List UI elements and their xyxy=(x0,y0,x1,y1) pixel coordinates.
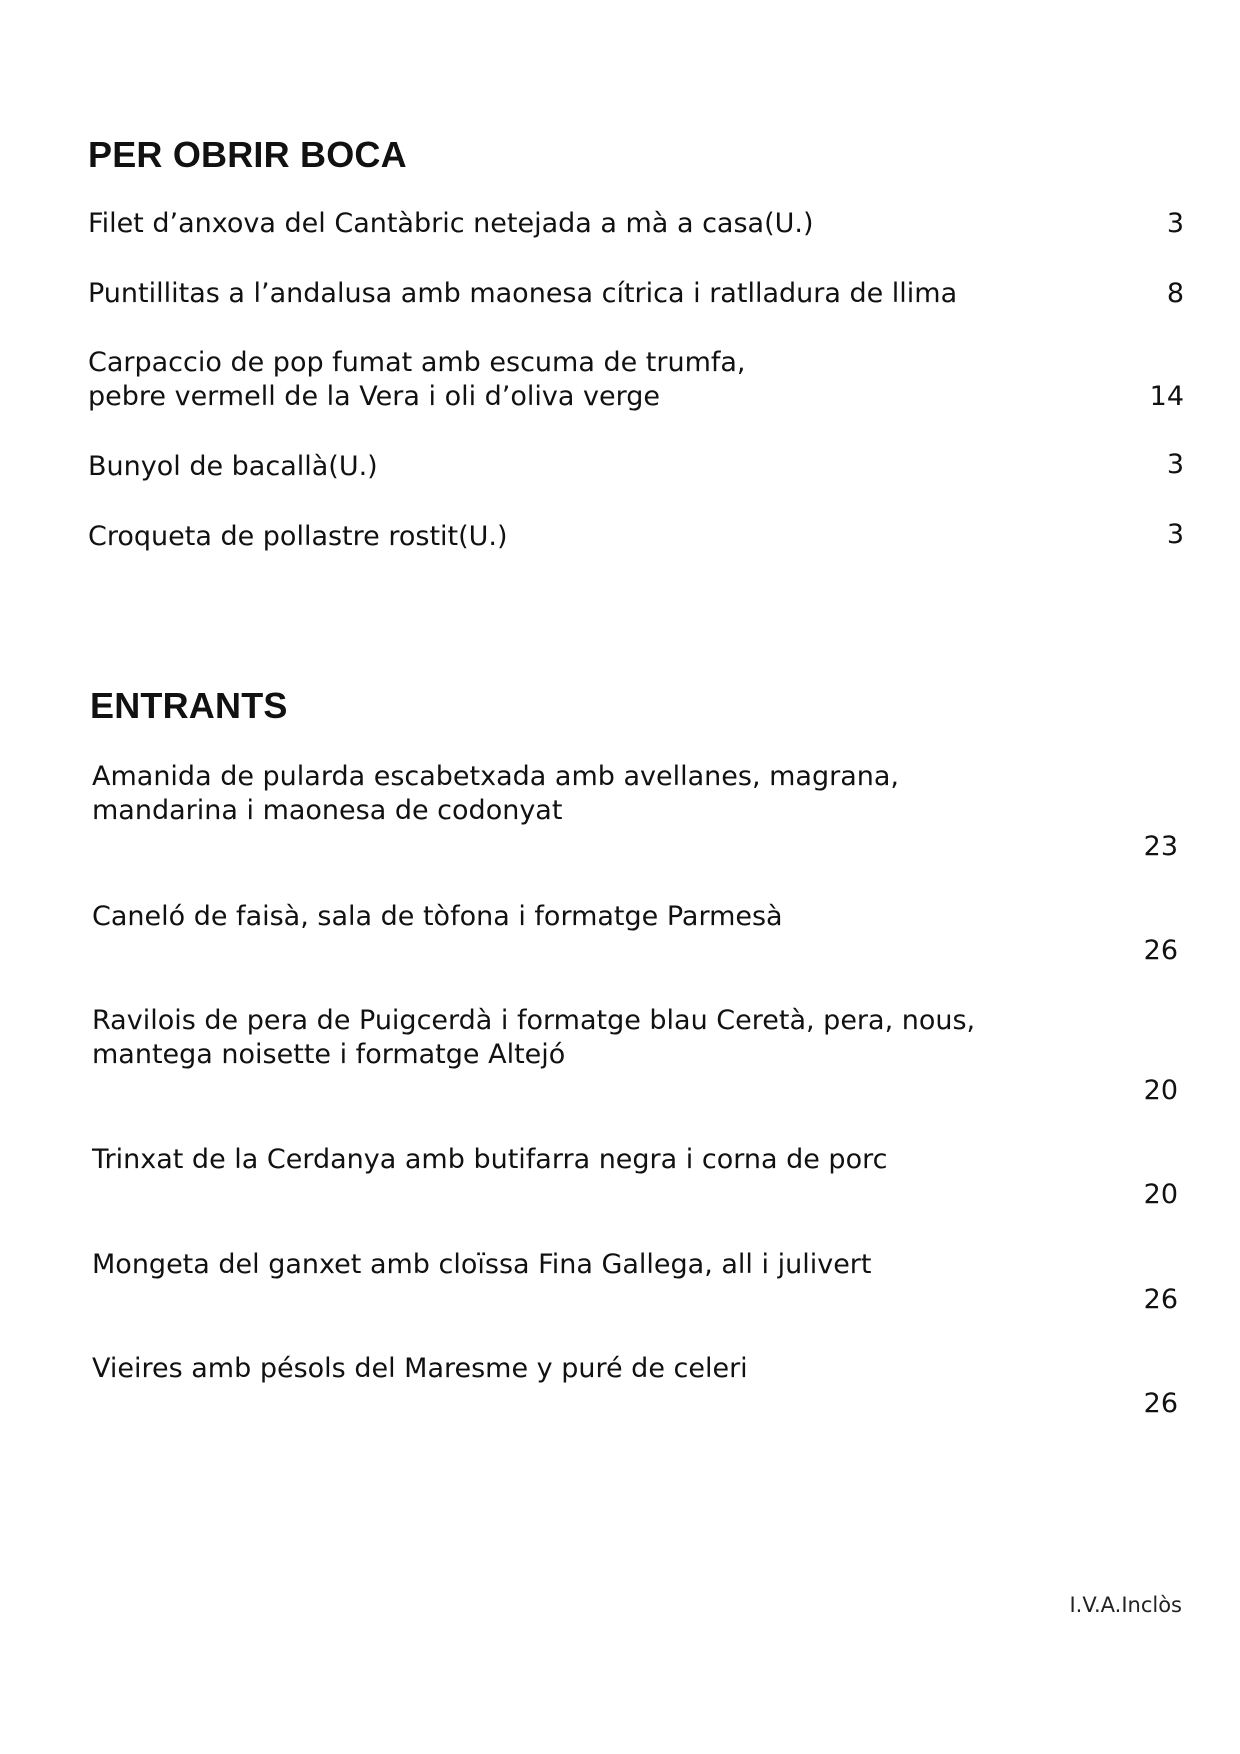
vat-included-note: I.V.A.Inclòs xyxy=(1069,1593,1182,1617)
menu-item-name: Filet d’anxova del Cantàbric netejada a mà a casa(U.) xyxy=(88,208,814,239)
menu-item-price: 20 xyxy=(1143,1075,1178,1106)
menu-item-name: Croqueta de pollastre rostit(U.) xyxy=(88,521,508,552)
menu-item-price: 26 xyxy=(1143,935,1178,966)
menu-item-price: 14 xyxy=(1149,381,1184,412)
menu-item xyxy=(88,277,1184,311)
menu-item-name: Ravilois de pera de Puigcerdà i formatge blau Ceretà, pera, nous, mantega noisette i formatge Altejó xyxy=(92,1005,976,1070)
menu-item-name: Vieires amb pésols del Maresme y puré de celeri xyxy=(92,1353,748,1384)
menu-item-name: Carpaccio de pop fumat amb escuma de trumfa, pebre vermell de la Vera i oli d’oliva verge xyxy=(88,347,746,412)
menu-item-price: 3 xyxy=(1166,449,1184,480)
menu-item-name: Bunyol de bacallà(U.) xyxy=(88,451,378,482)
section-title: PER OBRIR BOCA xyxy=(88,134,407,175)
menu-item-name: Trinxat de la Cerdanya amb butifarra negra i corna de porc xyxy=(92,1144,888,1175)
menu-item-price: 20 xyxy=(1143,1179,1178,1210)
menu-item-price: 8 xyxy=(1166,278,1184,309)
menu-item-name: Caneló de faisà, sala de tòfona i formatge Parmesà xyxy=(92,901,783,932)
menu-item-name: Puntillitas a l’andalusa amb maonesa cítrica i ratlladura de llima xyxy=(88,278,958,309)
menu-item-name: Amanida de pularda escabetxada amb avellanes, magrana, mandarina i maonesa de codonyat xyxy=(92,761,899,826)
menu-item-price: 3 xyxy=(1166,519,1184,550)
menu-item-name: Mongeta del ganxet amb cloïssa Fina Gallega, all i julivert xyxy=(92,1249,872,1280)
menu-item xyxy=(88,207,1184,241)
menu-item xyxy=(92,1004,1178,1106)
menu-item xyxy=(92,1352,1178,1419)
menu-item xyxy=(88,450,1184,484)
menu-item xyxy=(92,760,1178,862)
menu-item xyxy=(92,1143,1178,1210)
menu-item-price: 26 xyxy=(1143,1284,1178,1315)
section-title: ENTRANTS xyxy=(90,685,288,726)
menu-item-price: 23 xyxy=(1143,831,1178,862)
menu-item-price: 26 xyxy=(1143,1388,1178,1419)
menu-item xyxy=(88,346,1184,414)
menu-item-price: 3 xyxy=(1166,208,1184,239)
menu-item xyxy=(92,900,1178,966)
menu-item xyxy=(88,520,1184,554)
menu-item xyxy=(92,1248,1178,1315)
